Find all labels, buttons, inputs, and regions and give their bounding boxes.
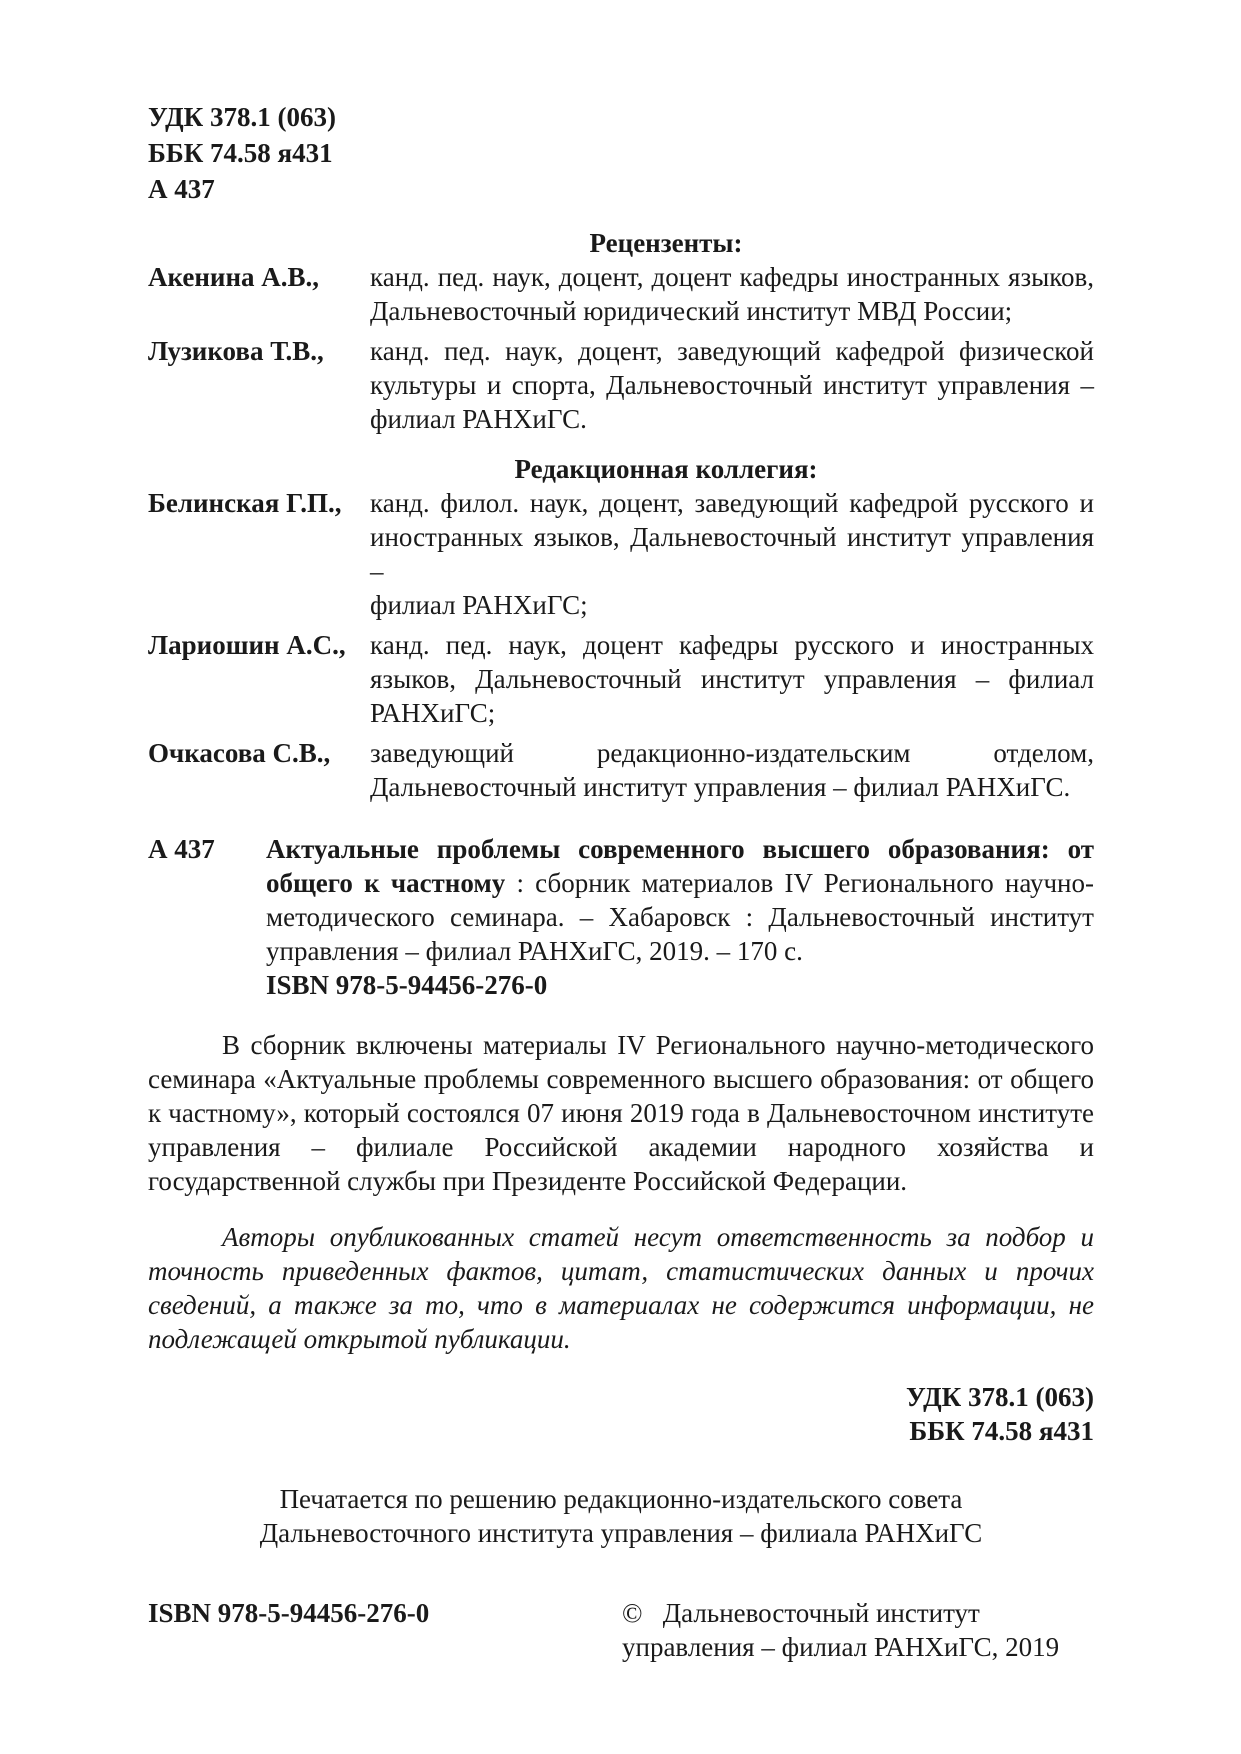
footer-codes xyxy=(148,1380,1094,1448)
editor-name: Лариошин А.С., xyxy=(148,630,346,660)
entry-code: А 437 xyxy=(148,834,215,864)
reviewer-desc: канд. пед. наук, доцент, доцент кафедры иностранных языков, Дальневосточный юридический институт МВД России; xyxy=(370,262,1094,326)
entry-details: : сборник материалов IV Регионального научно-методического семинара. – Хабаровск : Дальневосточный институт управления – филиал РАНХиГС, 2019. – 170 с. xyxy=(266,868,1094,966)
editor-desc: канд. пед. наук, доцент кафедры русского и иностранных языков, Дальневосточный институт управления – филиал РАНХиГС; xyxy=(370,630,1094,728)
reviewer-1 xyxy=(148,260,1094,328)
editor-2 xyxy=(148,628,1094,730)
bottom-block xyxy=(148,1596,1094,1664)
page xyxy=(148,100,1094,1664)
description-paragraph: В сборник включены материалы IV Регионального научно-методического семинара «Актуальные проблемы современного высшего образования: от общего к частному», который состоялся 07 июня 2019 года в Дальневосточном институте управления – филиале Российской академии народного хозяйства и государственной службы при Президенте Российской Федерации. xyxy=(148,1030,1094,1196)
header-codes xyxy=(148,100,1094,208)
publish-note: Печатается по решению редакционно-издательского совета Дальневосточного института управления – филиала РАНХиГС xyxy=(259,1484,983,1548)
author-mark: А 437 xyxy=(148,174,215,204)
reviewer-2 xyxy=(148,334,1094,436)
editorial-title: Редакционная коллегия: xyxy=(514,454,818,484)
editor-desc: канд. филол. наук, доцент, заведующий кафедрой русского и иностранных языков, Дальневосточный институт управления – филиал РАНХиГС; xyxy=(370,488,1094,620)
editor-1 xyxy=(148,486,1094,622)
reviewers-title: Рецензенты: xyxy=(589,228,743,258)
copyright: © Дальневосточный институт управления – филиал РАНХиГС, 2019 xyxy=(622,1598,1060,1662)
reviewer-name: Акенина А.В., xyxy=(148,262,320,292)
editor-desc: заведующий редакционно-издательским отделом, Дальневосточный институт управления – филиал РАНХиГС. xyxy=(370,738,1094,802)
bbk-code: ББК 74.58 я431 xyxy=(148,138,333,168)
editor-name: Очкасова С.В., xyxy=(148,738,331,768)
editor-3 xyxy=(148,736,1094,804)
entry-isbn: ISBN 978-5-94456-276-0 xyxy=(266,970,548,1000)
reviewer-name: Лузикова Т.В., xyxy=(148,336,324,366)
disclaimer-paragraph: Авторы опубликованных статей несут ответственность за подбор и точность приведенных фактов, цитат, статистических данных и прочих сведений, а также за то, что в материалах не содержится информации, не подлежащей открытой публикации. xyxy=(148,1222,1094,1354)
editor-name: Белинская Г.П., xyxy=(148,488,342,518)
bottom-isbn: ISBN 978-5-94456-276-0 xyxy=(148,1598,430,1628)
footer-udk: УДК 378.1 (063) xyxy=(906,1382,1094,1412)
bibliographic-entry xyxy=(148,832,1094,1002)
entry-body xyxy=(266,832,1094,1002)
entry-title: Актуальные проблемы современного высшего образования: от общего к частному xyxy=(266,834,1094,898)
reviewer-desc: канд. пед. наук, доцент, заведующий кафедрой физической культуры и спорта, Дальневосточный институт управления – филиал РАНХиГС. xyxy=(370,336,1094,434)
footer-bbk: ББК 74.58 я431 xyxy=(909,1416,1094,1446)
udk-code: УДК 378.1 (063) xyxy=(148,102,336,132)
